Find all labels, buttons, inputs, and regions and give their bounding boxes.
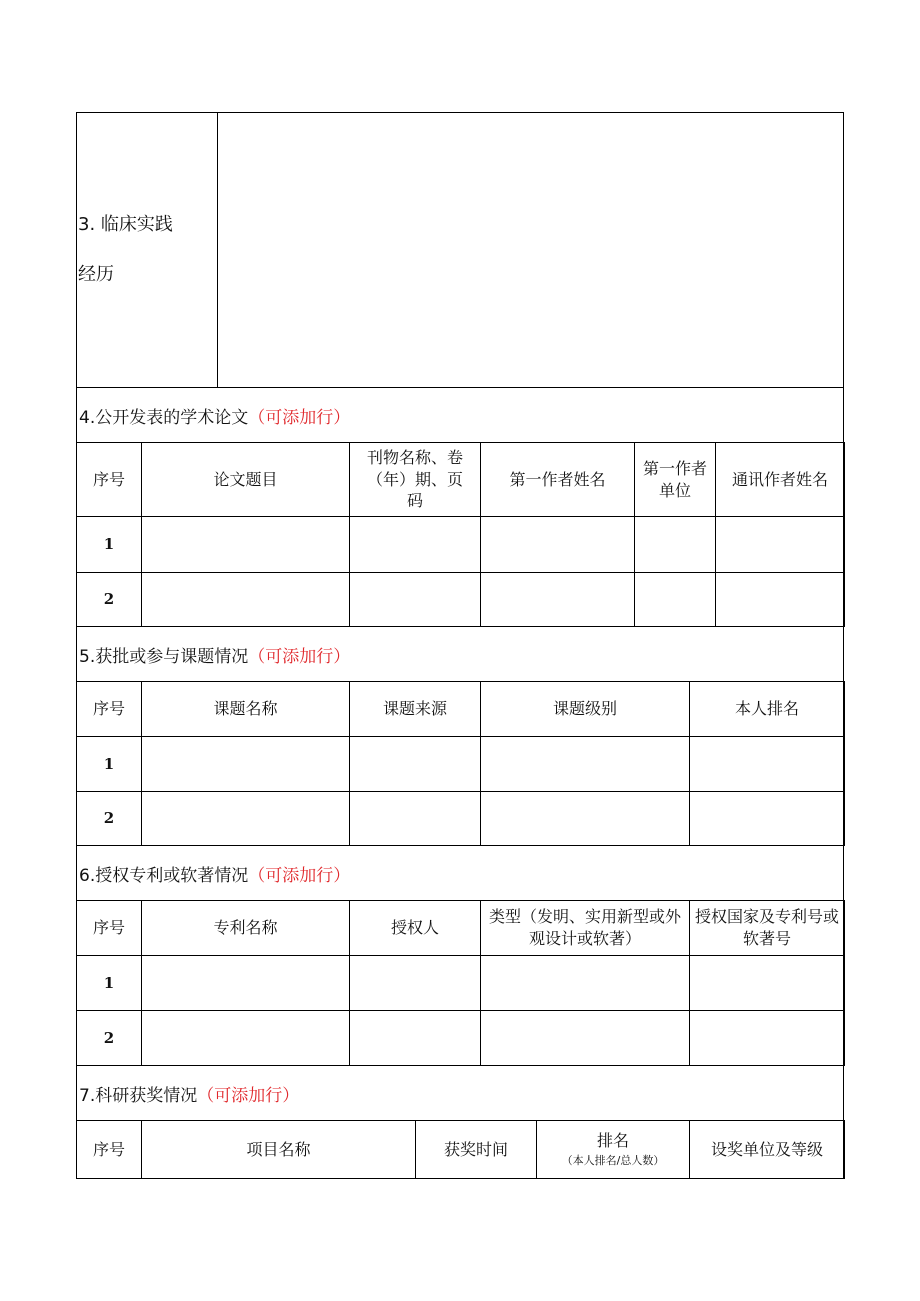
row-index: 2 (77, 792, 142, 846)
col-header-patent-type: 类型（发明、实用新型或外观设计或软著） (481, 901, 690, 956)
papers-section (76, 387, 844, 627)
row-index: 2 (77, 1011, 142, 1066)
row-index: 1 (77, 517, 142, 573)
table-cell[interactable] (481, 792, 690, 846)
patents-section (76, 846, 844, 1066)
patents-title (77, 846, 843, 900)
papers-title (77, 388, 843, 442)
col-header-index: 序号 (77, 682, 142, 737)
col-header-personal-rank: 本人排名 (690, 682, 845, 737)
clinical-practice-section (76, 112, 844, 387)
col-header-first-author-unit: 第一作者单位 (635, 443, 716, 517)
rank-sub-label: （本人排名/总人数） (561, 1153, 665, 1167)
table-cell[interactable] (142, 517, 350, 573)
form-page (76, 112, 844, 1179)
table-cell[interactable] (690, 737, 845, 792)
table-cell[interactable] (716, 573, 845, 627)
table-row (77, 956, 845, 1011)
table-cell[interactable] (690, 1011, 845, 1066)
row-index: 1 (77, 737, 142, 792)
table-cell[interactable] (142, 792, 350, 846)
projects-title-text: 5.获批或参与课题情况 (79, 646, 249, 667)
table-cell[interactable] (481, 1011, 690, 1066)
projects-add-note: （可添加行） (248, 646, 351, 667)
col-header-index: 序号 (77, 901, 142, 956)
table-cell[interactable] (481, 517, 635, 573)
clinical-practice-label (77, 113, 218, 387)
table-cell[interactable] (481, 956, 690, 1011)
projects-header-row (77, 682, 845, 737)
col-header-rank (537, 1121, 690, 1179)
patents-table (76, 900, 845, 1066)
papers-title-text: 4.公开发表的学术论文 (79, 407, 249, 428)
col-header-corresponding-author: 通讯作者姓名 (716, 443, 845, 517)
table-cell[interactable] (142, 737, 350, 792)
table-cell[interactable] (690, 792, 845, 846)
awards-table (76, 1120, 845, 1179)
col-header-award-unit-level: 设奖单位及等级 (690, 1121, 845, 1179)
col-header-grantee: 授权人 (350, 901, 481, 956)
projects-table (76, 681, 845, 846)
clinical-label-line1: 3. 临床实践 (78, 214, 173, 235)
col-header-award-time: 获奖时间 (416, 1121, 537, 1179)
col-header-paper-title: 论文题目 (142, 443, 350, 517)
col-header-journal: 刊物名称、卷（年）期、页码 (350, 443, 481, 517)
projects-section (76, 627, 844, 846)
clinical-label-line2: 经历 (78, 264, 114, 285)
awards-section (76, 1066, 844, 1179)
patents-add-note: （可添加行） (248, 865, 351, 886)
col-header-index: 序号 (77, 443, 142, 517)
table-cell[interactable] (350, 737, 481, 792)
col-header-project-name: 项目名称 (142, 1121, 416, 1179)
table-cell[interactable] (350, 956, 481, 1011)
table-row (77, 1011, 845, 1066)
papers-header-row (77, 443, 845, 517)
table-cell[interactable] (481, 573, 635, 627)
rank-label: 排名 (596, 1131, 629, 1151)
table-row (77, 737, 845, 792)
table-row (77, 517, 845, 573)
table-cell[interactable] (142, 956, 350, 1011)
col-header-first-author: 第一作者姓名 (481, 443, 635, 517)
papers-table (76, 442, 845, 627)
awards-add-note: （可添加行） (197, 1085, 300, 1106)
col-header-project-name: 课题名称 (142, 682, 350, 737)
row-index: 1 (77, 956, 142, 1011)
table-row (77, 573, 845, 627)
table-cell[interactable] (716, 517, 845, 573)
col-header-index: 序号 (77, 1121, 142, 1179)
row-index: 2 (77, 573, 142, 627)
clinical-practice-content-field[interactable] (218, 113, 843, 387)
table-cell[interactable] (142, 573, 350, 627)
patents-header-row (77, 901, 845, 956)
awards-header-row (77, 1121, 845, 1179)
col-header-project-source: 课题来源 (350, 682, 481, 737)
table-cell[interactable] (350, 1011, 481, 1066)
awards-title (77, 1066, 843, 1120)
awards-title-text: 7.科研获奖情况 (79, 1085, 198, 1106)
table-cell[interactable] (350, 573, 481, 627)
table-cell[interactable] (635, 573, 716, 627)
table-cell[interactable] (481, 737, 690, 792)
col-header-patent-name: 专利名称 (142, 901, 350, 956)
patents-title-text: 6.授权专利或软著情况 (79, 865, 249, 886)
col-header-patent-number: 授权国家及专利号或软著号 (690, 901, 845, 956)
table-cell[interactable] (350, 792, 481, 846)
table-cell[interactable] (690, 956, 845, 1011)
table-row (77, 792, 845, 846)
col-header-project-level: 课题级别 (481, 682, 690, 737)
papers-add-note: （可添加行） (248, 407, 351, 428)
table-cell[interactable] (350, 517, 481, 573)
table-cell[interactable] (142, 1011, 350, 1066)
table-cell[interactable] (635, 517, 716, 573)
projects-title (77, 627, 843, 681)
